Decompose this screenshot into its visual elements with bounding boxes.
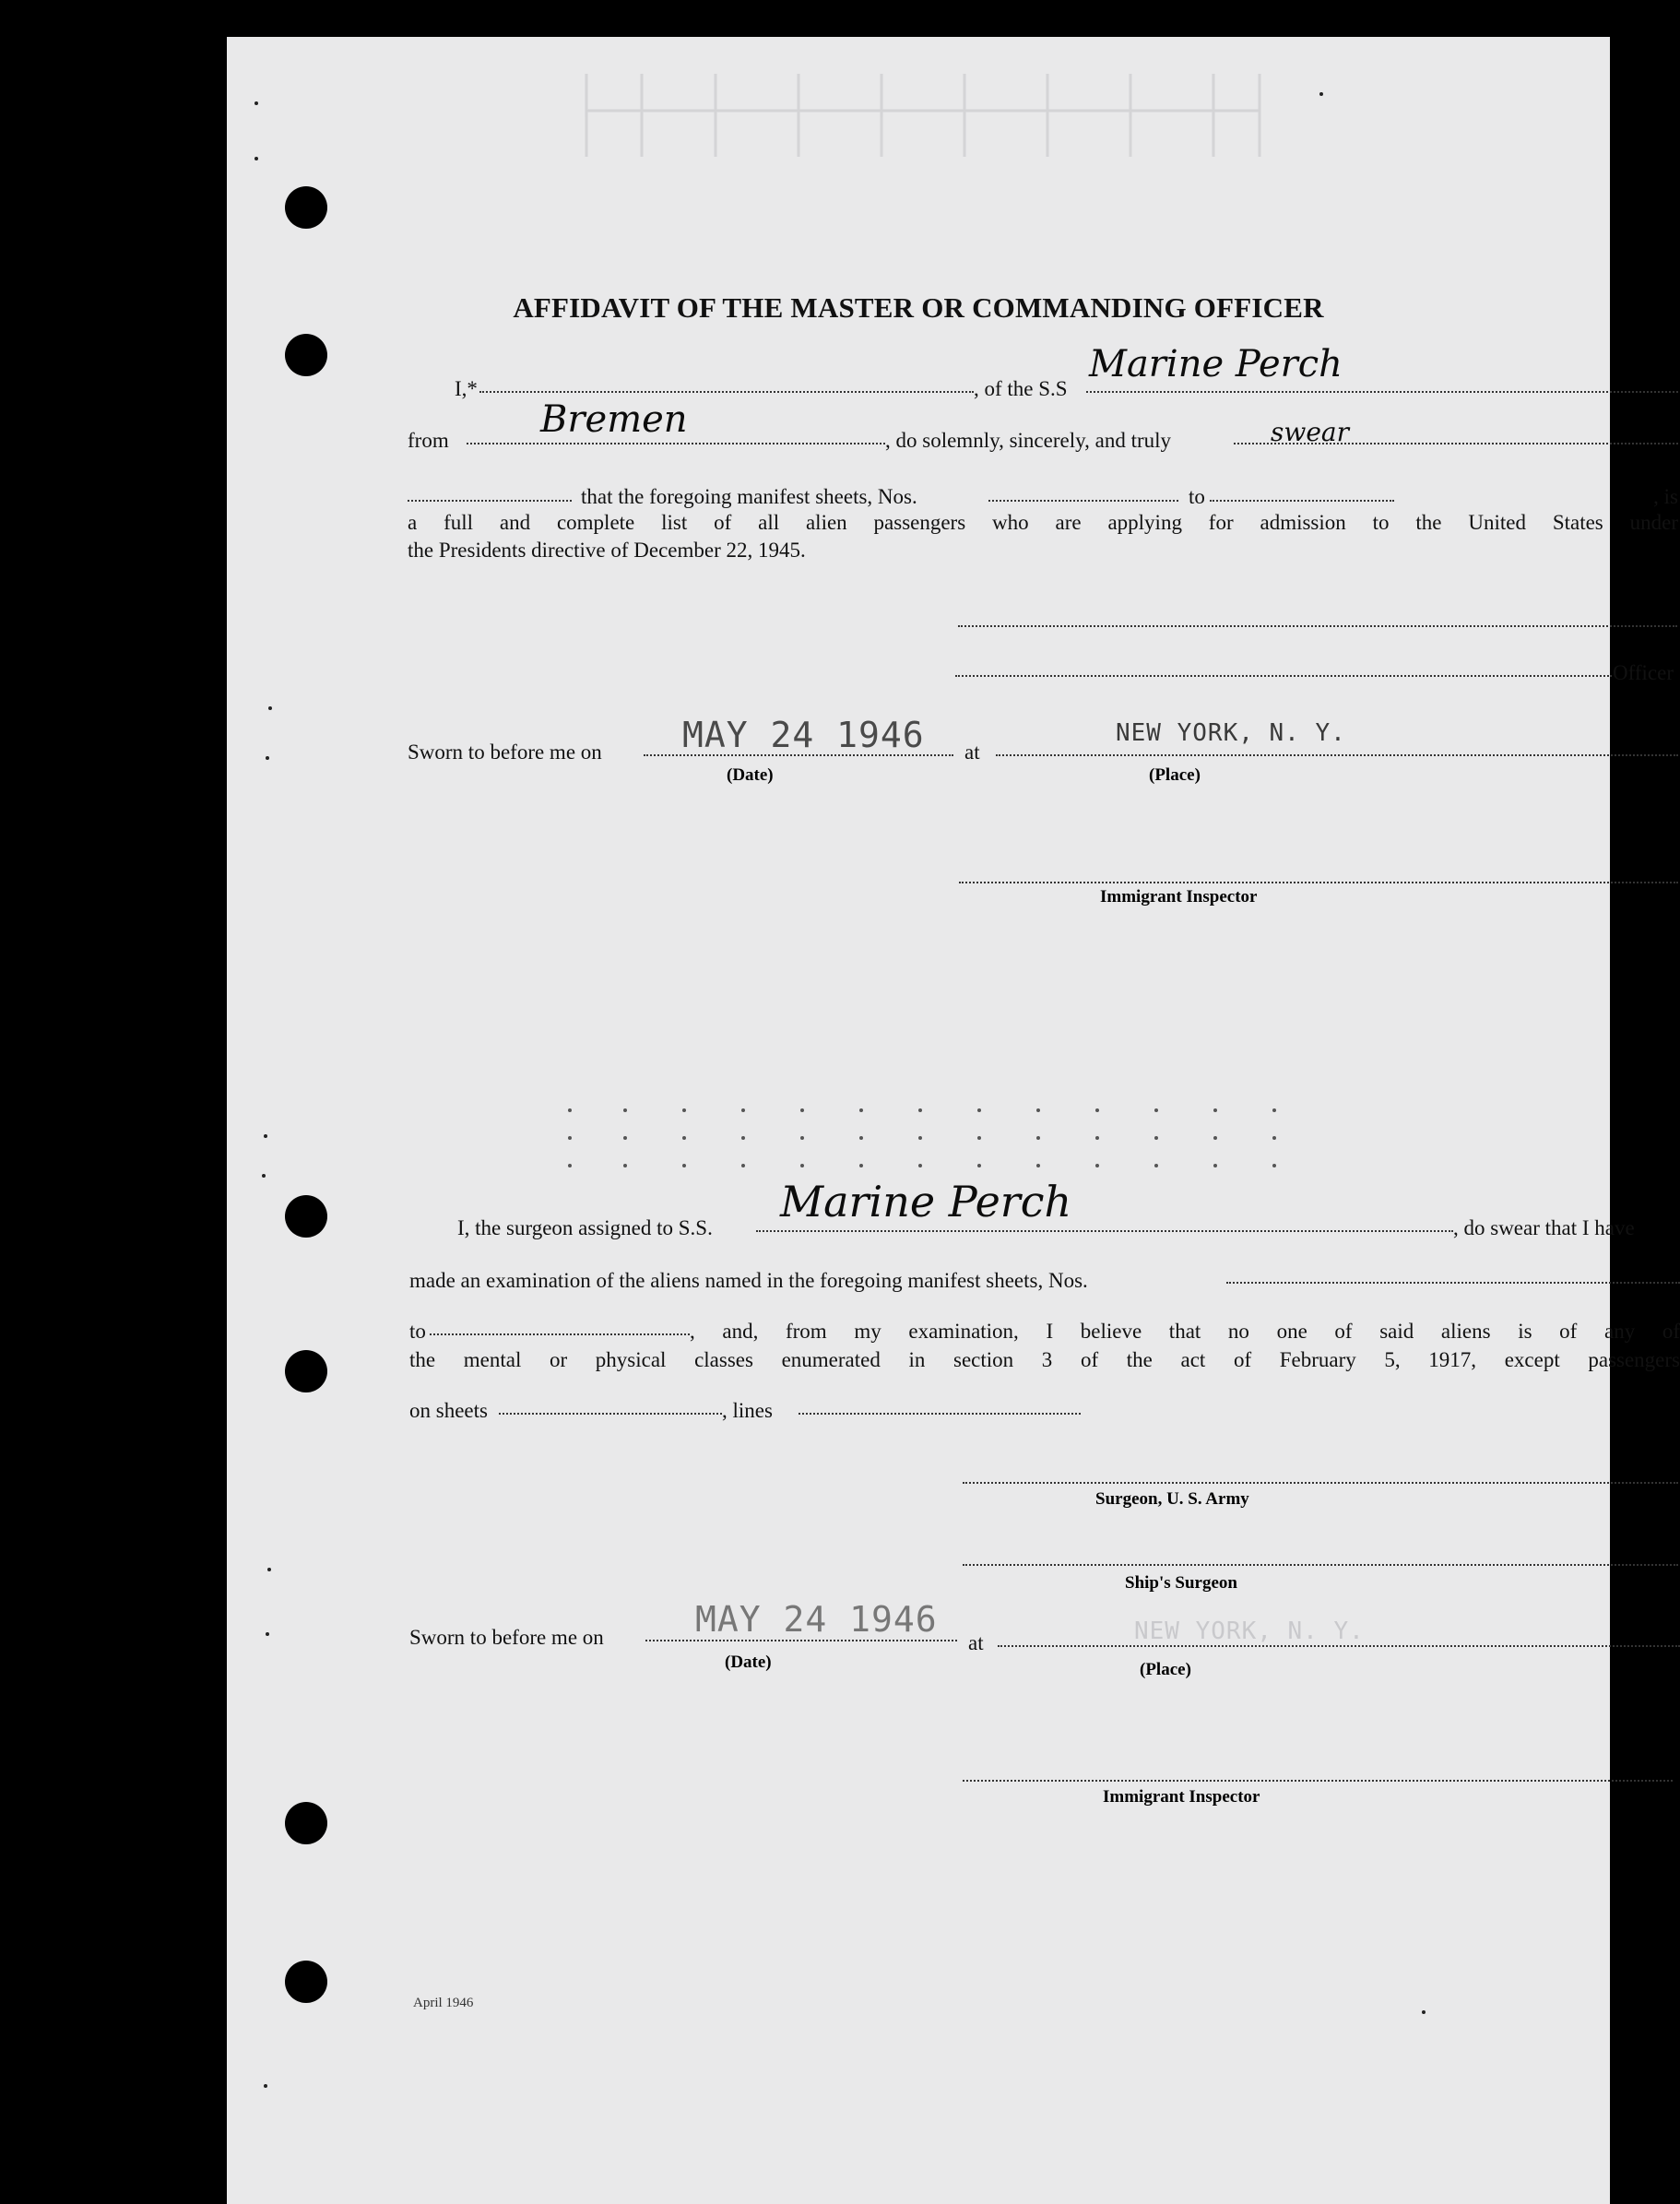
statement-line: the Presidents directive of December 22, 1945.	[408, 539, 806, 562]
place-caption: (Place)	[1140, 1660, 1191, 1679]
section-separator	[568, 1107, 1287, 1180]
punch-hole	[285, 1961, 327, 2003]
punch-hole	[285, 1195, 327, 1238]
inspector-label: Immigrant Inspector	[1103, 1787, 1260, 1807]
ship-surgeon-label: Ship's Surgeon	[1125, 1573, 1237, 1593]
ship-name-field[interactable]	[1086, 391, 1678, 393]
bleed-through-marks	[577, 55, 1278, 175]
officer-signature-field-2[interactable]	[955, 675, 1612, 677]
surgeon-statement: made an examination of the aliens named in the foregoing manifest sheets, Nos.	[409, 1269, 1088, 1292]
sworn-date-field[interactable]	[645, 1640, 957, 1641]
punch-hole	[285, 334, 327, 376]
date-stamp: MAY 24 1946	[695, 1599, 938, 1640]
surgeon-line-end: , do swear that I have	[1453, 1216, 1635, 1239]
lines-label: , lines	[722, 1399, 773, 1422]
sheets-to-field[interactable]	[1210, 500, 1394, 502]
inspector-signature-field[interactable]	[963, 1780, 1673, 1782]
sworn-place-field[interactable]	[998, 1645, 1680, 1647]
punch-hole	[285, 1802, 327, 1844]
from-label: from	[408, 429, 449, 452]
sworn-label: Sworn to before me on	[408, 741, 602, 764]
sworn-label: Sworn to before me on	[409, 1626, 604, 1649]
that-the-label: that the foregoing manifest sheets, Nos.	[581, 485, 917, 508]
ship-surgeon-signature-field[interactable]	[963, 1564, 1678, 1566]
at-label: at	[968, 1631, 984, 1654]
surgeon-statement: the mental or physical classes enumerated in section 3 of the act of February 5, 1917, except passengers	[409, 1348, 1680, 1371]
place-stamp: NEW YORK, N. Y.	[1116, 719, 1346, 747]
surgeon-sheets-field[interactable]	[1226, 1282, 1680, 1284]
place-caption: (Place)	[1149, 765, 1201, 785]
date-stamp: MAY 24 1946	[682, 715, 925, 755]
except-lines-field[interactable]	[799, 1413, 1081, 1415]
to-label: to	[409, 1320, 426, 1343]
port-handwritten: Bremen	[540, 398, 688, 441]
i-label: I,*	[455, 377, 478, 400]
officer-label: Officer	[1613, 661, 1674, 684]
form-title: AFFIDAVIT OF THE MASTER OR COMMANDING OFFICER	[513, 291, 1324, 324]
surgeon-ship-field[interactable]	[756, 1230, 1453, 1232]
punch-hole	[285, 1350, 327, 1392]
solemnly-label: , do solemnly, sincerely, and truly	[885, 429, 1172, 452]
oath-word-field[interactable]	[408, 500, 572, 502]
army-surgeon-label: Surgeon, U. S. Army	[1095, 1489, 1249, 1509]
date-caption: (Date)	[727, 765, 774, 785]
on-sheets-label: on sheets	[409, 1399, 488, 1422]
officer-signature-field-1[interactable]	[958, 625, 1677, 627]
punch-hole	[285, 186, 327, 229]
surgeon-ship-handwritten: Marine Perch	[780, 1177, 1072, 1226]
at-label: at	[964, 741, 980, 764]
army-surgeon-signature-field[interactable]	[963, 1482, 1678, 1484]
sworn-place-field[interactable]	[996, 754, 1678, 756]
swear-handwritten: swear	[1271, 417, 1349, 447]
to-label: to	[1189, 485, 1205, 508]
master-name-field[interactable]	[479, 391, 974, 393]
surgeon-sheets-to-field[interactable]	[430, 1333, 690, 1335]
date-caption: (Date)	[725, 1653, 772, 1672]
inspector-signature-field[interactable]	[959, 882, 1678, 883]
surgeon-line-start: I, the surgeon assigned to S.S.	[457, 1216, 713, 1239]
form-date-footer: April 1946	[413, 1996, 474, 2010]
sheets-from-field[interactable]	[988, 500, 1178, 502]
affidavit-page	[227, 37, 1680, 2204]
of-the-ss-label: , of the S.S	[974, 377, 1068, 400]
inspector-label: Immigrant Inspector	[1100, 887, 1258, 906]
is-label: , is	[1653, 485, 1678, 508]
except-sheets-field[interactable]	[499, 1413, 722, 1415]
statement-line: a full and complete list of all alien passengers who are applying for admission to the United States under	[408, 511, 1678, 534]
place-stamp-faded: NEW YORK, N. Y.	[1134, 1617, 1365, 1645]
ship-name-handwritten: Marine Perch	[1089, 343, 1343, 385]
surgeon-statement: , and, from my examination, I believe that no one of said aliens is of any of	[690, 1320, 1680, 1343]
port-field[interactable]	[467, 443, 885, 444]
